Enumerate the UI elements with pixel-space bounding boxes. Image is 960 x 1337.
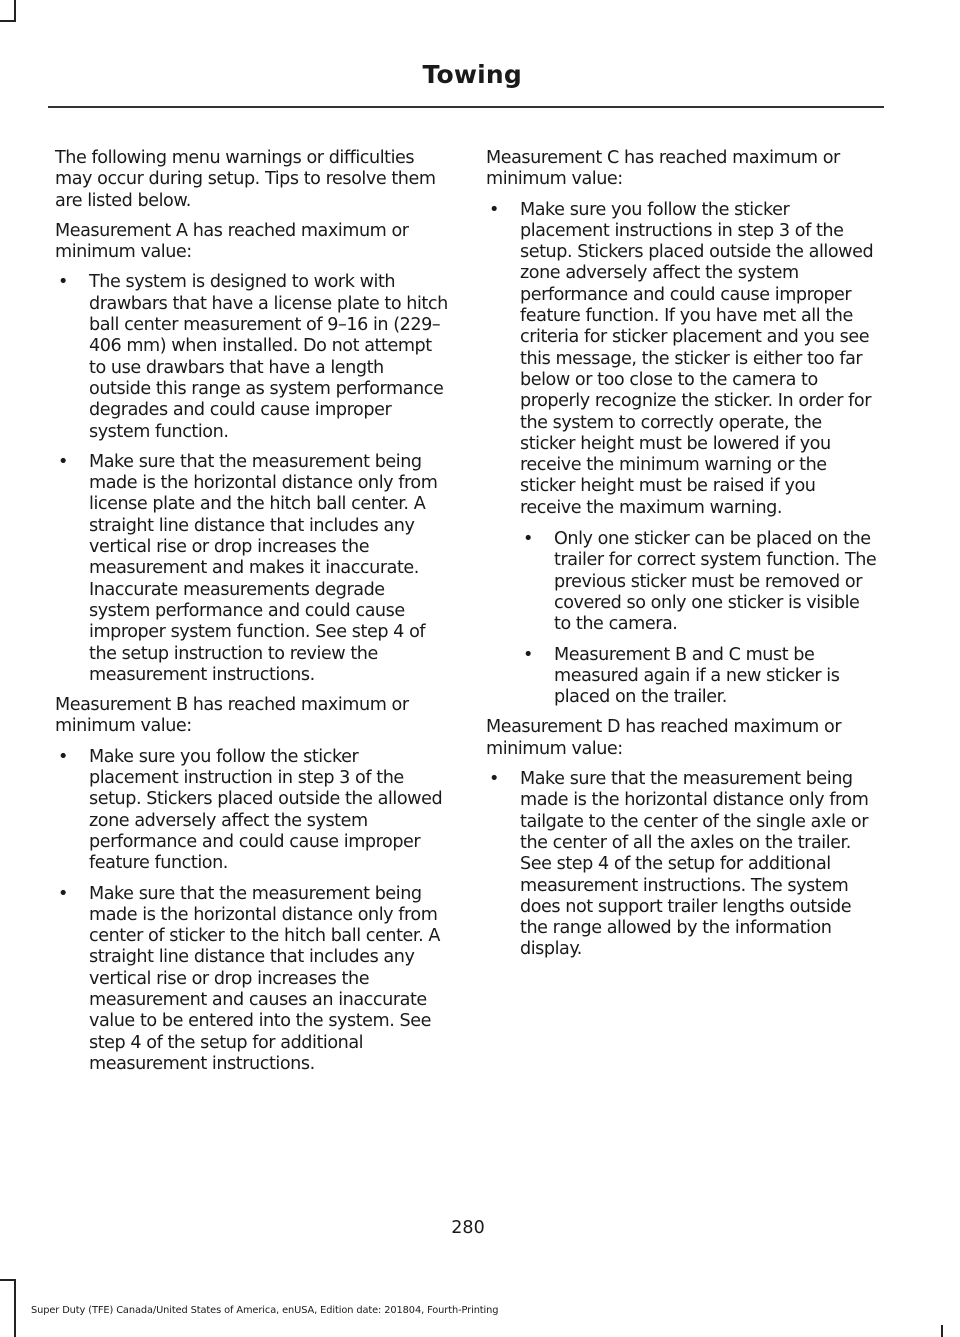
list-item: • Make sure that the measurement being made is the horizontal distance only from license plate and the hitch ball center. A straight line distance that includes any vertical rise or drop increases the measurement and makes it inaccurate. Inaccurate measurements degrade system performance and could cause improper system function. See step 4 of the setup instruction to review the measurement instructions. bbox=[55, 452, 450, 686]
measurement-b-list bbox=[55, 747, 450, 1075]
right-column bbox=[486, 148, 881, 970]
list-item: • The system is designed to work with drawbars that have a license plate to hitch ball center measurement of 9–16 in (229–406 mm) when installed. Do not attempt to use drawbars that have a length outside this range as system performance degrades and could cause improper system function. bbox=[55, 272, 450, 442]
sub-list-item: • Measurement B and C must be measured again if a new sticker is placed on the trailer. bbox=[520, 645, 881, 709]
measurement-d-heading: Measurement D has reached maximum or minimum value: bbox=[486, 717, 842, 759]
measurement-c-sub-list bbox=[520, 529, 881, 708]
crop-mark-bottom-left-h bbox=[0, 1279, 16, 1281]
list-item: • Make sure that the measurement being made is the horizontal distance only from tailgate to the center of the single axle or the center of all the axles on the trailer. See step 4 of the setup for additional measurement instructions. The system does not support trailer lengths outside the range allowed by the information display. bbox=[486, 769, 881, 961]
list-item: • Make sure you follow the sticker placement instruction in step 3 of the setup. Stickers placed outside the allowed zone adversely affect the system performance and could cause improper feature function. bbox=[55, 747, 450, 875]
crop-mark-top-left-h bbox=[0, 20, 16, 22]
list-item-text: Make sure you follow the sticker placement instructions in step 3 of the setup. Stickers placed outside the allowed zone adversely affect the system performance and could cause improper feature function. If you have met all the criteria for sticker placement and you see this message, the sticker is either too far below or too close to the camera to properly recognize the sticker. In order for the system to correctly operate, the sticker height must be lowered if you receive the minimum warning or the sticker height must be raised if you receive the maximum warning. bbox=[520, 199, 874, 518]
page-title: Towing bbox=[422, 60, 522, 89]
measurement-a-heading: Measurement A has reached maximum or minimum value: bbox=[55, 220, 409, 263]
measurement-c-list bbox=[486, 200, 881, 709]
header-divider bbox=[48, 106, 884, 108]
list-item: • Make sure that the measurement being made is the horizontal distance only from center of sticker to the hitch ball center. A straight line distance that includes any vertical rise or drop increases the measurement and causes an inaccurate value to be entered into the system. See step 4 of the setup for additional measurement instructions. bbox=[55, 884, 450, 1076]
measurement-a-list bbox=[55, 272, 450, 686]
page-number: 280 bbox=[451, 1218, 485, 1238]
list-item bbox=[486, 200, 881, 709]
crop-mark-top-left-v bbox=[14, 0, 16, 22]
intro-paragraph: The following menu warnings or difficulties may occur during setup. Tips to resolve them are listed below. bbox=[55, 148, 436, 211]
left-column bbox=[55, 148, 450, 1084]
crop-mark-bottom-right-v bbox=[941, 1325, 943, 1337]
footer-edition-text: Super Duty (TFE) Canada/United States of America, enUSA, Edition date: 201804, Fourth-Printing bbox=[31, 1305, 499, 1316]
measurement-d-list bbox=[486, 769, 881, 961]
sub-list-item: • Only one sticker can be placed on the trailer for correct system function. The previous sticker must be removed or covered so only one sticker is visible to the camera. bbox=[520, 529, 881, 635]
crop-mark-bottom-left-v bbox=[14, 1279, 16, 1337]
measurement-b-heading: Measurement B has reached maximum or minimum value: bbox=[55, 695, 409, 737]
measurement-c-heading: Measurement C has reached maximum or minimum value: bbox=[486, 148, 840, 190]
